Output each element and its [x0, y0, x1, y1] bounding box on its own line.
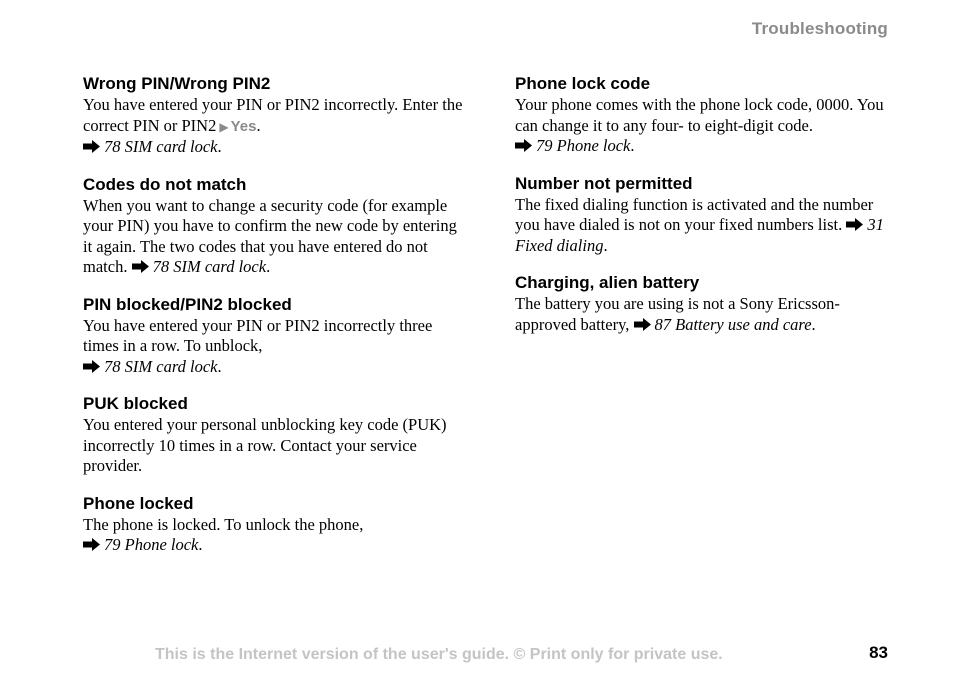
- section-body: You have entered your PIN or PIN2 incorrectly three times in a row. To unblock, 78 SIM card lock.: [83, 315, 433, 376]
- right-column: [515, 73, 895, 351]
- arrow-right-icon: [132, 260, 149, 273]
- left-column: [83, 73, 463, 572]
- arrow-right-icon: [846, 218, 863, 231]
- section-body: Your phone comes with the phone lock code, 0000. You can change it to any four- to eight-digit code. 79 Phone lock.: [515, 95, 884, 155]
- arrow-right-icon: [634, 318, 651, 331]
- section-charging-alien-battery: [515, 272, 895, 335]
- section-title: Number not permitted: [515, 173, 693, 193]
- cross-reference-link[interactable]: 78 SIM card lock: [104, 356, 218, 376]
- body-text: You have entered your PIN or PIN2 incorrectly. Enter the correct PIN or PIN2: [83, 95, 463, 135]
- section-phone-lock-code: [515, 73, 895, 157]
- section-title: Codes do not match: [83, 174, 247, 194]
- section-title: Wrong PIN/Wrong PIN2: [83, 74, 271, 93]
- section-number-not-permitted: [515, 173, 895, 257]
- body-text: The phone is locked. To unlock the phone,: [83, 514, 364, 534]
- footer-note: This is the Internet version of the user's guide. © Print only for private use.: [155, 646, 723, 663]
- cross-reference-link[interactable]: 79 Phone lock: [536, 136, 631, 155]
- section-body: The battery you are using is not a Sony Ericsson-approved battery, 87 Battery use and care.: [515, 294, 840, 334]
- body-text: When you want to change a security code (for example your PIN) you have to confirm the new code by entering it again. The two codes that you have entered do not match.: [83, 195, 457, 276]
- section-body: You entered your personal unblocking key code (PUK) incorrectly 10 times in a row. Contact your service provider.: [83, 415, 447, 475]
- arrow-right-icon: [83, 538, 100, 551]
- arrow-right-icon: [83, 360, 100, 373]
- body-text: The battery you are using is not a Sony Ericsson-approved battery,: [515, 294, 840, 334]
- section-title: Charging, alien battery: [515, 273, 700, 292]
- section-title: PIN blocked/PIN2 blocked: [83, 294, 292, 314]
- section-title: Phone lock code: [515, 74, 651, 93]
- section-codes-do-not-match: [83, 174, 463, 278]
- section-phone-locked: [83, 493, 463, 556]
- section-body: When you want to change a security code (for example your PIN) you have to confirm the new code by entering it again. The two codes that you have entered do not match. 78 SIM card lock.: [83, 195, 457, 276]
- section-body: You have entered your PIN or PIN2 incorrectly. Enter the correct PIN or PIN2 ▶ Yes. 78 SIM card lock.: [83, 95, 463, 156]
- period: .: [256, 115, 261, 135]
- cross-reference-link[interactable]: 78 SIM card lock: [104, 137, 218, 156]
- cross-reference-link[interactable]: 87 Battery use and care: [654, 314, 812, 334]
- section-body: The phone is locked. To unlock the phone, 79 Phone lock.: [83, 514, 364, 554]
- cross-reference-link[interactable]: 79 Phone lock: [104, 535, 199, 554]
- arrow-right-icon: [83, 140, 100, 153]
- page-header-title: Troubleshooting: [751, 19, 888, 38]
- section-title: Phone locked: [83, 493, 194, 513]
- section-body: The fixed dialing function is activated and the number you have dialed is not on your fixed numbers list. 31 Fixed dialing.: [515, 194, 884, 255]
- cross-reference-link[interactable]: 78 SIM card lock: [152, 257, 267, 276]
- section-pin-blocked: [83, 294, 463, 378]
- body-text: Your phone comes with the phone lock code, 0000. You can change it to any four- to eight-digit code.: [515, 95, 884, 135]
- body-text: The fixed dialing function is activated and the number you have dialed is not on your fixed numbers list.: [515, 194, 874, 234]
- body-text: You have entered your PIN or PIN2 incorrectly three times in a row. To unblock,: [83, 315, 433, 355]
- section-puk-blocked: [83, 393, 463, 477]
- play-triangle-icon: ▶: [219, 119, 229, 134]
- cross-reference-link[interactable]: 31 Fixed dialing: [515, 215, 884, 255]
- section-title: PUK blocked: [83, 394, 188, 413]
- page-number: 83: [869, 643, 888, 662]
- menu-option-yes: Yes: [230, 117, 257, 135]
- section-wrong-pin: [83, 73, 463, 158]
- arrow-right-icon: [515, 139, 532, 152]
